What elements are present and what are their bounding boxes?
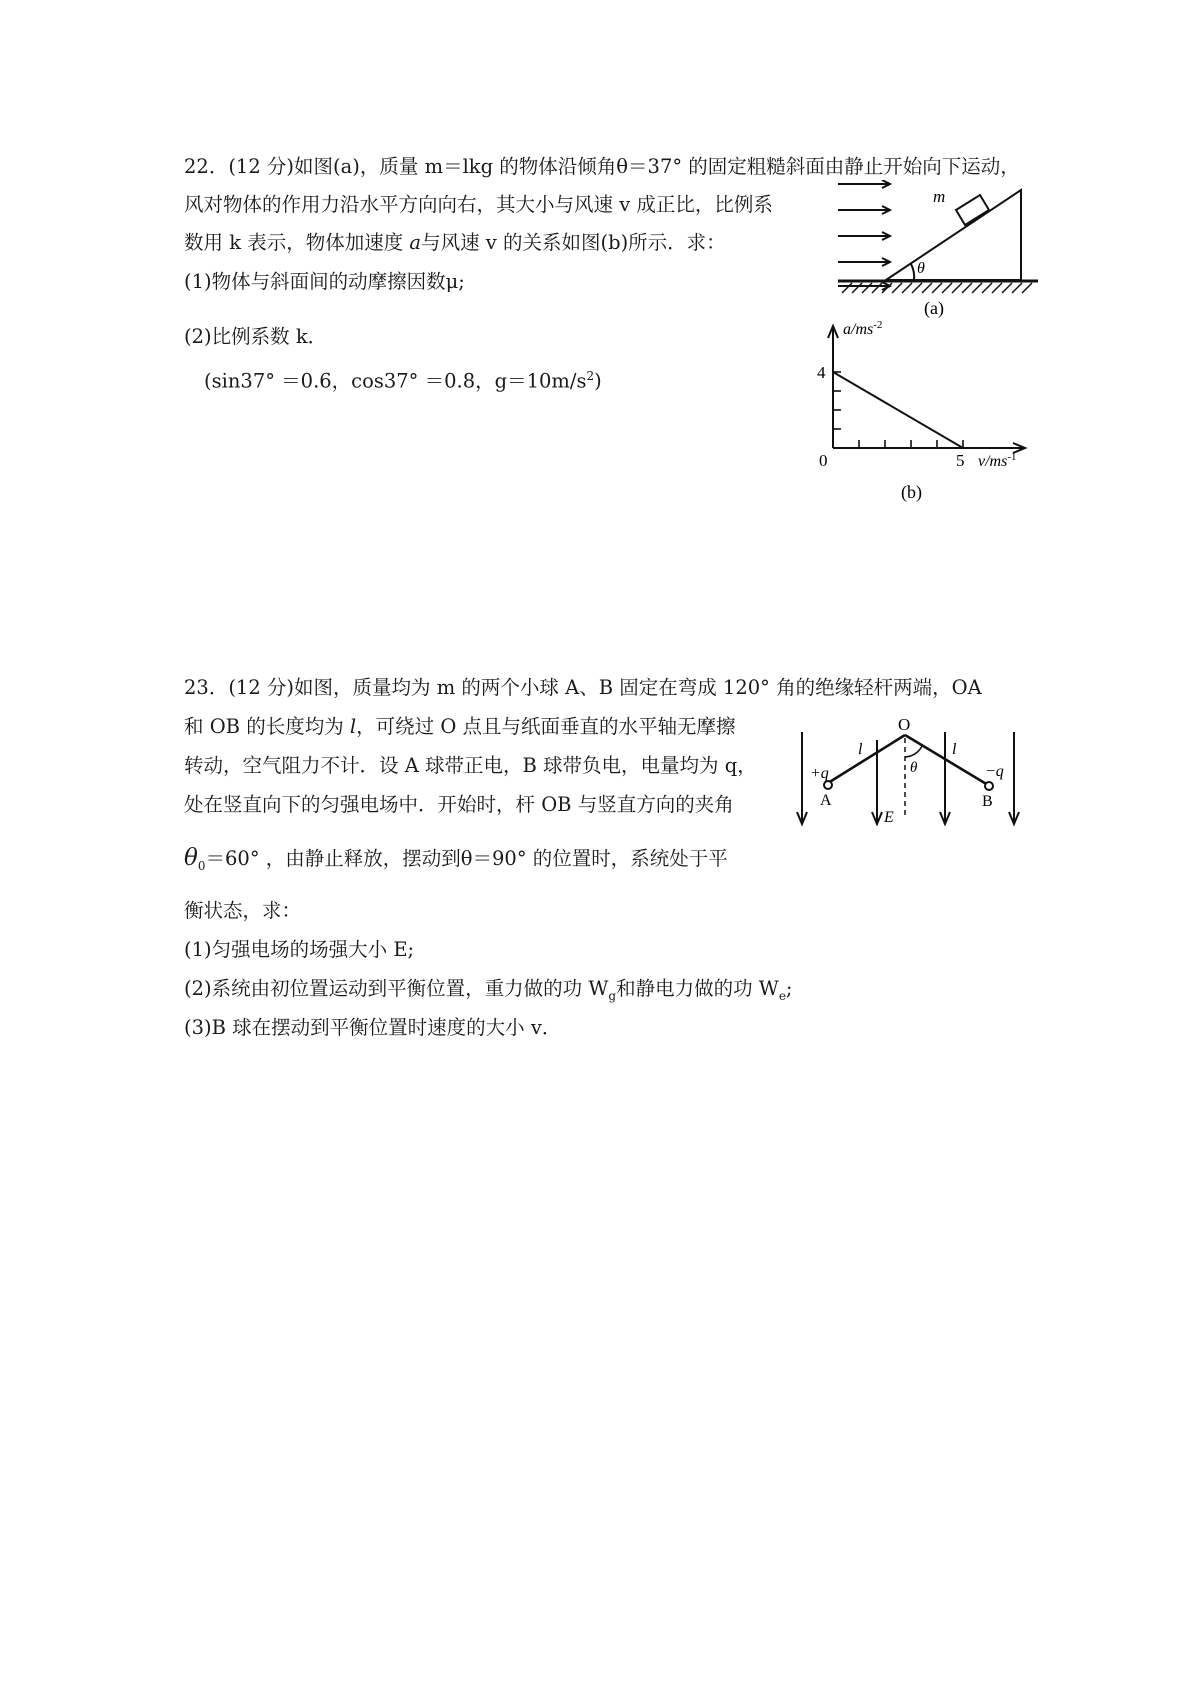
q22-figb-origin: 0 — [819, 451, 828, 470]
q23-fig-angle-label: θ — [910, 760, 918, 776]
q22-figb-caption: (b) — [901, 482, 922, 502]
q22-line-3: 数用 k 表示，物体加速度 a与风速 v 的关系如图(b)所示．求： — [184, 231, 726, 254]
q23-line-6: 衡状态，求： — [184, 899, 302, 922]
q23-subquestion-3: (3)B 球在摆动到平衡位置时速度的大小 v． — [184, 1016, 562, 1039]
q23-line-2: 和 OB 的长度均为 l，可绕过 O 点且与纸面垂直的水平轴无摩擦 — [184, 715, 736, 738]
q22-figure-b — [815, 320, 1035, 510]
q22-figure-a — [838, 180, 1038, 320]
q22-figb-x-tick-5: 5 — [956, 451, 965, 470]
q22-subquestion-2: (2)比例系数 k． — [184, 325, 328, 348]
q23-line-5: $\theta_0=60^\circ$ ，由静止释放，摆动到θ＝90° 的位置时，系统处于平 — [184, 845, 728, 873]
q22-line-1: 22．(12 分)如图(a)，质量 m＝lkg 的物体沿倾角θ＝37° 的固定粗糙斜面由静止开始向下运动， — [184, 155, 1020, 178]
q22-figa-mass-label: m — [933, 187, 946, 206]
q23-fig-rod-label-right: l — [952, 741, 957, 758]
q23-line-3: 转动，空气阻力不计．设 A 球带正电，B 球带负电，电量均为 q， — [184, 754, 757, 777]
q23-line-1: 23．(12 分)如图，质量均为 m 的两个小球 A、B 固定在弯成 120° 角的绝缘轻杆两端，OA — [184, 676, 982, 699]
q22-figb-x-axis-label: $v/ms^{-1}$ — [978, 451, 1017, 470]
q23-fig-field-label: E — [884, 809, 894, 826]
q22-given-values: (sin37° ＝0.6，cos37° ＝0.8，$g=10m/s^2$) — [204, 369, 602, 393]
q23-fig-ball-b: B — [982, 793, 993, 810]
q23-fig-charge-a: +q — [810, 765, 829, 782]
q23-line-4: 处在竖直向下的匀强电场中．开始时，杆 OB 与竖直方向的夹角 — [184, 793, 734, 816]
q22-figa-angle-label: θ — [917, 260, 925, 277]
q22-figa-caption: (a) — [924, 298, 944, 318]
q23-subquestion-1: (1)匀强电场的场强大小 E; — [184, 938, 415, 961]
q23-subquestion-2: (2)系统由初位置运动到平衡位置，重力做的功 $W_g$和静电力做的功 $W_e$; — [184, 977, 793, 1003]
q22-figb-y-axis-label: $a/ms^{-2}$ — [843, 320, 883, 338]
q23-fig-ball-a: A — [820, 792, 832, 809]
q23-figure — [792, 712, 1038, 832]
q22-subquestion-1: (1)物体与斜面间的动摩擦因数μ; — [184, 270, 465, 293]
q23-fig-rod-label-left: l — [858, 741, 863, 758]
q23-fig-pivot-label: O — [898, 715, 911, 734]
q23-fig-charge-b: −q — [985, 763, 1004, 780]
q22-figb-data-line — [833, 372, 963, 448]
q22-line-2: 风对物体的作用力沿水平方向向右，其大小与风速 v 成正比，比例系 — [184, 193, 773, 216]
q22-figb-y-tick-4: 4 — [817, 363, 826, 382]
